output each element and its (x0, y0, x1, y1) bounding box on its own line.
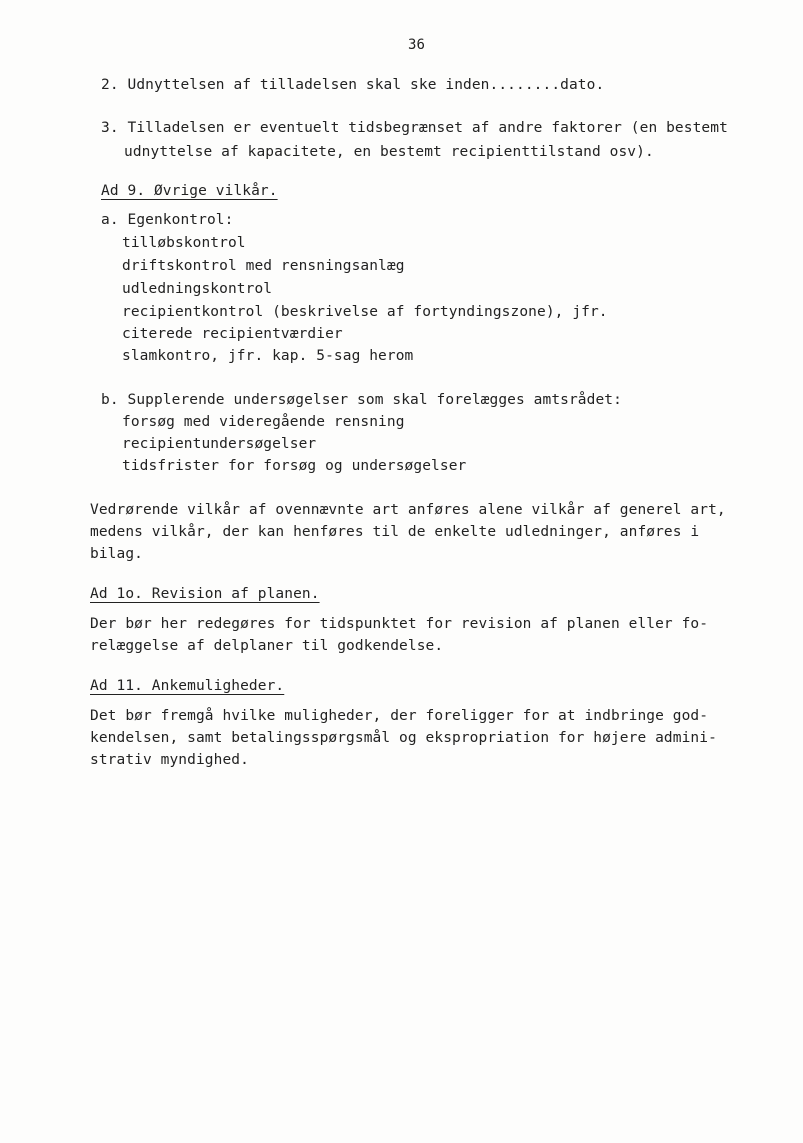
heading-ad-10: Ad 1o. Revision af planen. (90, 586, 320, 602)
item-3-line-1: 3. Tilladelsen er eventuelt tidsbegrænset af andre faktorer (en bestemt (101, 120, 728, 136)
list-item: forsøg med videregående rensning (122, 414, 405, 430)
list-item: recipientundersøgelser (122, 436, 317, 452)
list-item: slamkontro, jfr. kap. 5-sag herom (122, 348, 414, 364)
list-item: recipientkontrol (beskrivelse af fortyndingszone), jfr. (122, 304, 608, 320)
paragraph-line: bilag. (90, 546, 143, 562)
paragraph-line: Vedrørende vilkår af ovennævnte art anføres alene vilkår af generel art, (90, 502, 726, 518)
paragraph-line: strativ myndighed. (90, 752, 249, 768)
list-a-label: a. Egenkontrol: (101, 212, 234, 228)
paragraph-line: medens vilkår, der kan henføres til de enkelte udledninger, anføres i (90, 524, 700, 540)
list-item: tilløbskontrol (122, 235, 246, 251)
item-3-line-2: udnyttelse af kapacitete, en bestemt recipienttilstand osv). (124, 144, 654, 160)
paragraph-line: relæggelse af delplaner til godkendelse. (90, 638, 444, 654)
paragraph-line: Der bør her redegøres for tidspunktet for revision af planen eller fo- (90, 616, 709, 632)
heading-ad-9: Ad 9. Øvrige vilkår. (101, 183, 278, 199)
paragraph-line: Det bør fremgå hvilke muligheder, der foreligger for at indbringe god- (90, 708, 709, 724)
list-item: citerede recipientværdier (122, 326, 343, 342)
list-b-label: b. Supplerende undersøgelser som skal forelægges amtsrådet: (101, 392, 622, 408)
heading-ad-11: Ad 11. Ankemuligheder. (90, 678, 285, 694)
list-item: udledningskontrol (122, 281, 273, 297)
paragraph-line: kendelsen, samt betalingsspørgsmål og ekspropriation for højere admini- (90, 730, 717, 746)
list-item: tidsfrister for forsøg og undersøgelser (122, 458, 467, 474)
item-2-line-1: 2. Udnyttelsen af tilladelsen skal ske inden........dato. (101, 77, 605, 93)
page-number: 36 (408, 37, 426, 53)
list-item: driftskontrol med rensningsanlæg (122, 258, 405, 274)
